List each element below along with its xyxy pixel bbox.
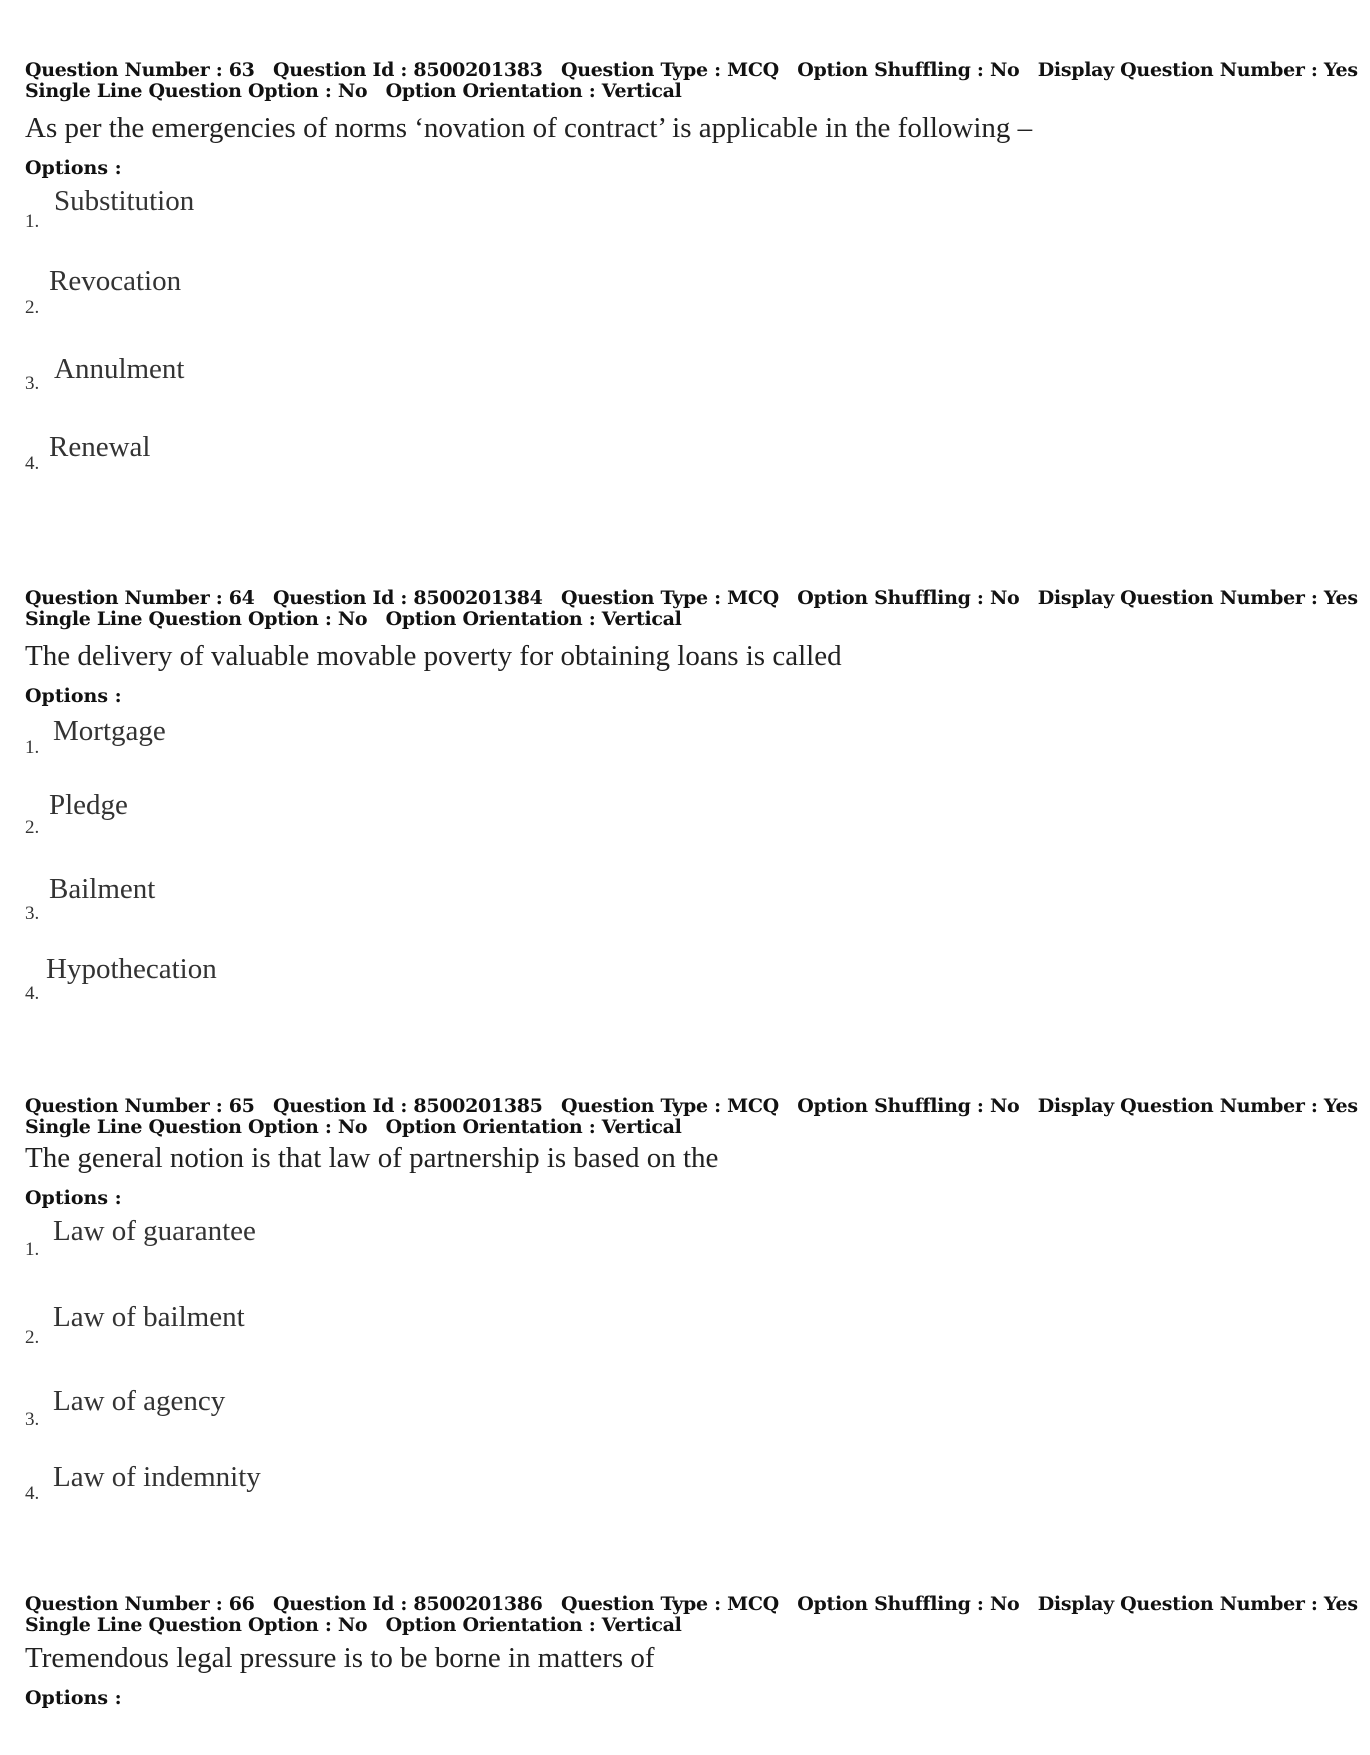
option-number: 2. [25,817,40,838]
option-item [25,789,1225,871]
option-number: 1. [25,211,40,232]
option-number: 2. [25,297,40,318]
options-label: Options : [25,157,122,179]
option-shuffling: Option Shuffling : No [797,59,1020,81]
option-orientation: Option Orientation : Vertical [385,608,682,630]
question-type: Question Type : MCQ [560,1593,779,1615]
option-text: Law of indemnity [53,1461,261,1493]
option-number: 4. [25,983,40,1004]
options-label: Options : [25,1687,122,1709]
option-item [25,1373,1225,1455]
options-list [25,1209,1225,1537]
option-item [25,707,1225,789]
question-number: Question Number : 64 [25,587,255,609]
question-number: Question Number : 65 [25,1095,255,1117]
option-number: 2. [25,1327,40,1348]
question-block-63 [25,59,1358,507]
option-text: Annulment [54,353,185,385]
question-meta-line-1 [25,1095,1358,1117]
options-list [25,707,1225,1035]
options-label: Options : [25,1187,122,1209]
display-question-number: Display Question Number : Yes [1037,1593,1358,1615]
single-line-question-option: Single Line Question Option : No [25,80,368,102]
option-orientation: Option Orientation : Vertical [385,1614,682,1636]
option-text: Mortgage [53,715,166,747]
question-id: Question Id : 8500201384 [272,587,543,609]
option-item [25,179,1225,261]
single-line-question-option: Single Line Question Option : No [25,1614,368,1636]
question-type: Question Type : MCQ [560,587,779,609]
option-shuffling: Option Shuffling : No [797,587,1020,609]
option-number: 1. [25,737,40,758]
options-label: Options : [25,685,122,707]
question-meta-line-2 [25,609,1225,630]
question-number: Question Number : 63 [25,59,255,81]
option-shuffling: Option Shuffling : No [797,1095,1020,1117]
question-id: Question Id : 8500201383 [272,59,543,81]
question-block-64 [25,587,1358,1035]
option-text: Bailment [49,873,156,905]
option-item [25,1209,1225,1291]
option-number: 4. [25,1483,40,1504]
option-text: Renewal [49,431,151,463]
option-item [25,261,1225,343]
option-orientation: Option Orientation : Vertical [385,80,682,102]
option-text: Law of agency [53,1385,226,1417]
option-item [25,425,1225,507]
option-orientation: Option Orientation : Vertical [385,1116,682,1138]
question-text: As per the emergencies of norms ‘novation of contract’ is applicable in the following – [25,112,1033,144]
question-id: Question Id : 8500201385 [272,1095,543,1117]
question-meta-line-1 [25,59,1358,81]
single-line-question-option: Single Line Question Option : No [25,608,368,630]
option-text: Law of guarantee [53,1215,256,1247]
display-question-number: Display Question Number : Yes [1037,1095,1358,1117]
question-block-66 [25,1593,1358,1709]
question-meta-line-2 [25,1117,1225,1138]
option-number: 3. [25,373,40,394]
question-id: Question Id : 8500201386 [272,1593,543,1615]
display-question-number: Display Question Number : Yes [1037,59,1358,81]
option-text: Substitution [54,185,195,217]
option-text: Law of bailment [53,1301,245,1333]
option-number: 4. [25,453,40,474]
option-item [25,1291,1225,1373]
option-item [25,953,1225,1035]
question-text: Tremendous legal pressure is to be borne in matters of [25,1642,655,1674]
question-block-65 [25,1095,1358,1537]
question-type: Question Type : MCQ [560,59,779,81]
question-type: Question Type : MCQ [560,1095,779,1117]
display-question-number: Display Question Number : Yes [1037,587,1358,609]
question-meta-line-1 [25,1593,1358,1615]
option-number: 3. [25,903,40,924]
option-text: Hypothecation [46,953,217,985]
question-meta-line-2 [25,1615,1225,1636]
question-meta-line-2 [25,81,1225,102]
question-text: The general notion is that law of partnership is based on the [25,1142,719,1174]
options-list [25,179,1225,507]
option-item [25,1455,1225,1537]
option-item [25,871,1225,953]
option-item [25,343,1225,425]
single-line-question-option: Single Line Question Option : No [25,1116,368,1138]
question-number: Question Number : 66 [25,1593,255,1615]
option-number: 1. [25,1239,40,1260]
question-meta-line-1 [25,587,1358,609]
option-text: Pledge [49,789,128,821]
option-text: Revocation [49,265,182,297]
question-text: The delivery of valuable movable poverty for obtaining loans is called [25,640,842,672]
option-shuffling: Option Shuffling : No [797,1593,1020,1615]
option-number: 3. [25,1409,40,1430]
